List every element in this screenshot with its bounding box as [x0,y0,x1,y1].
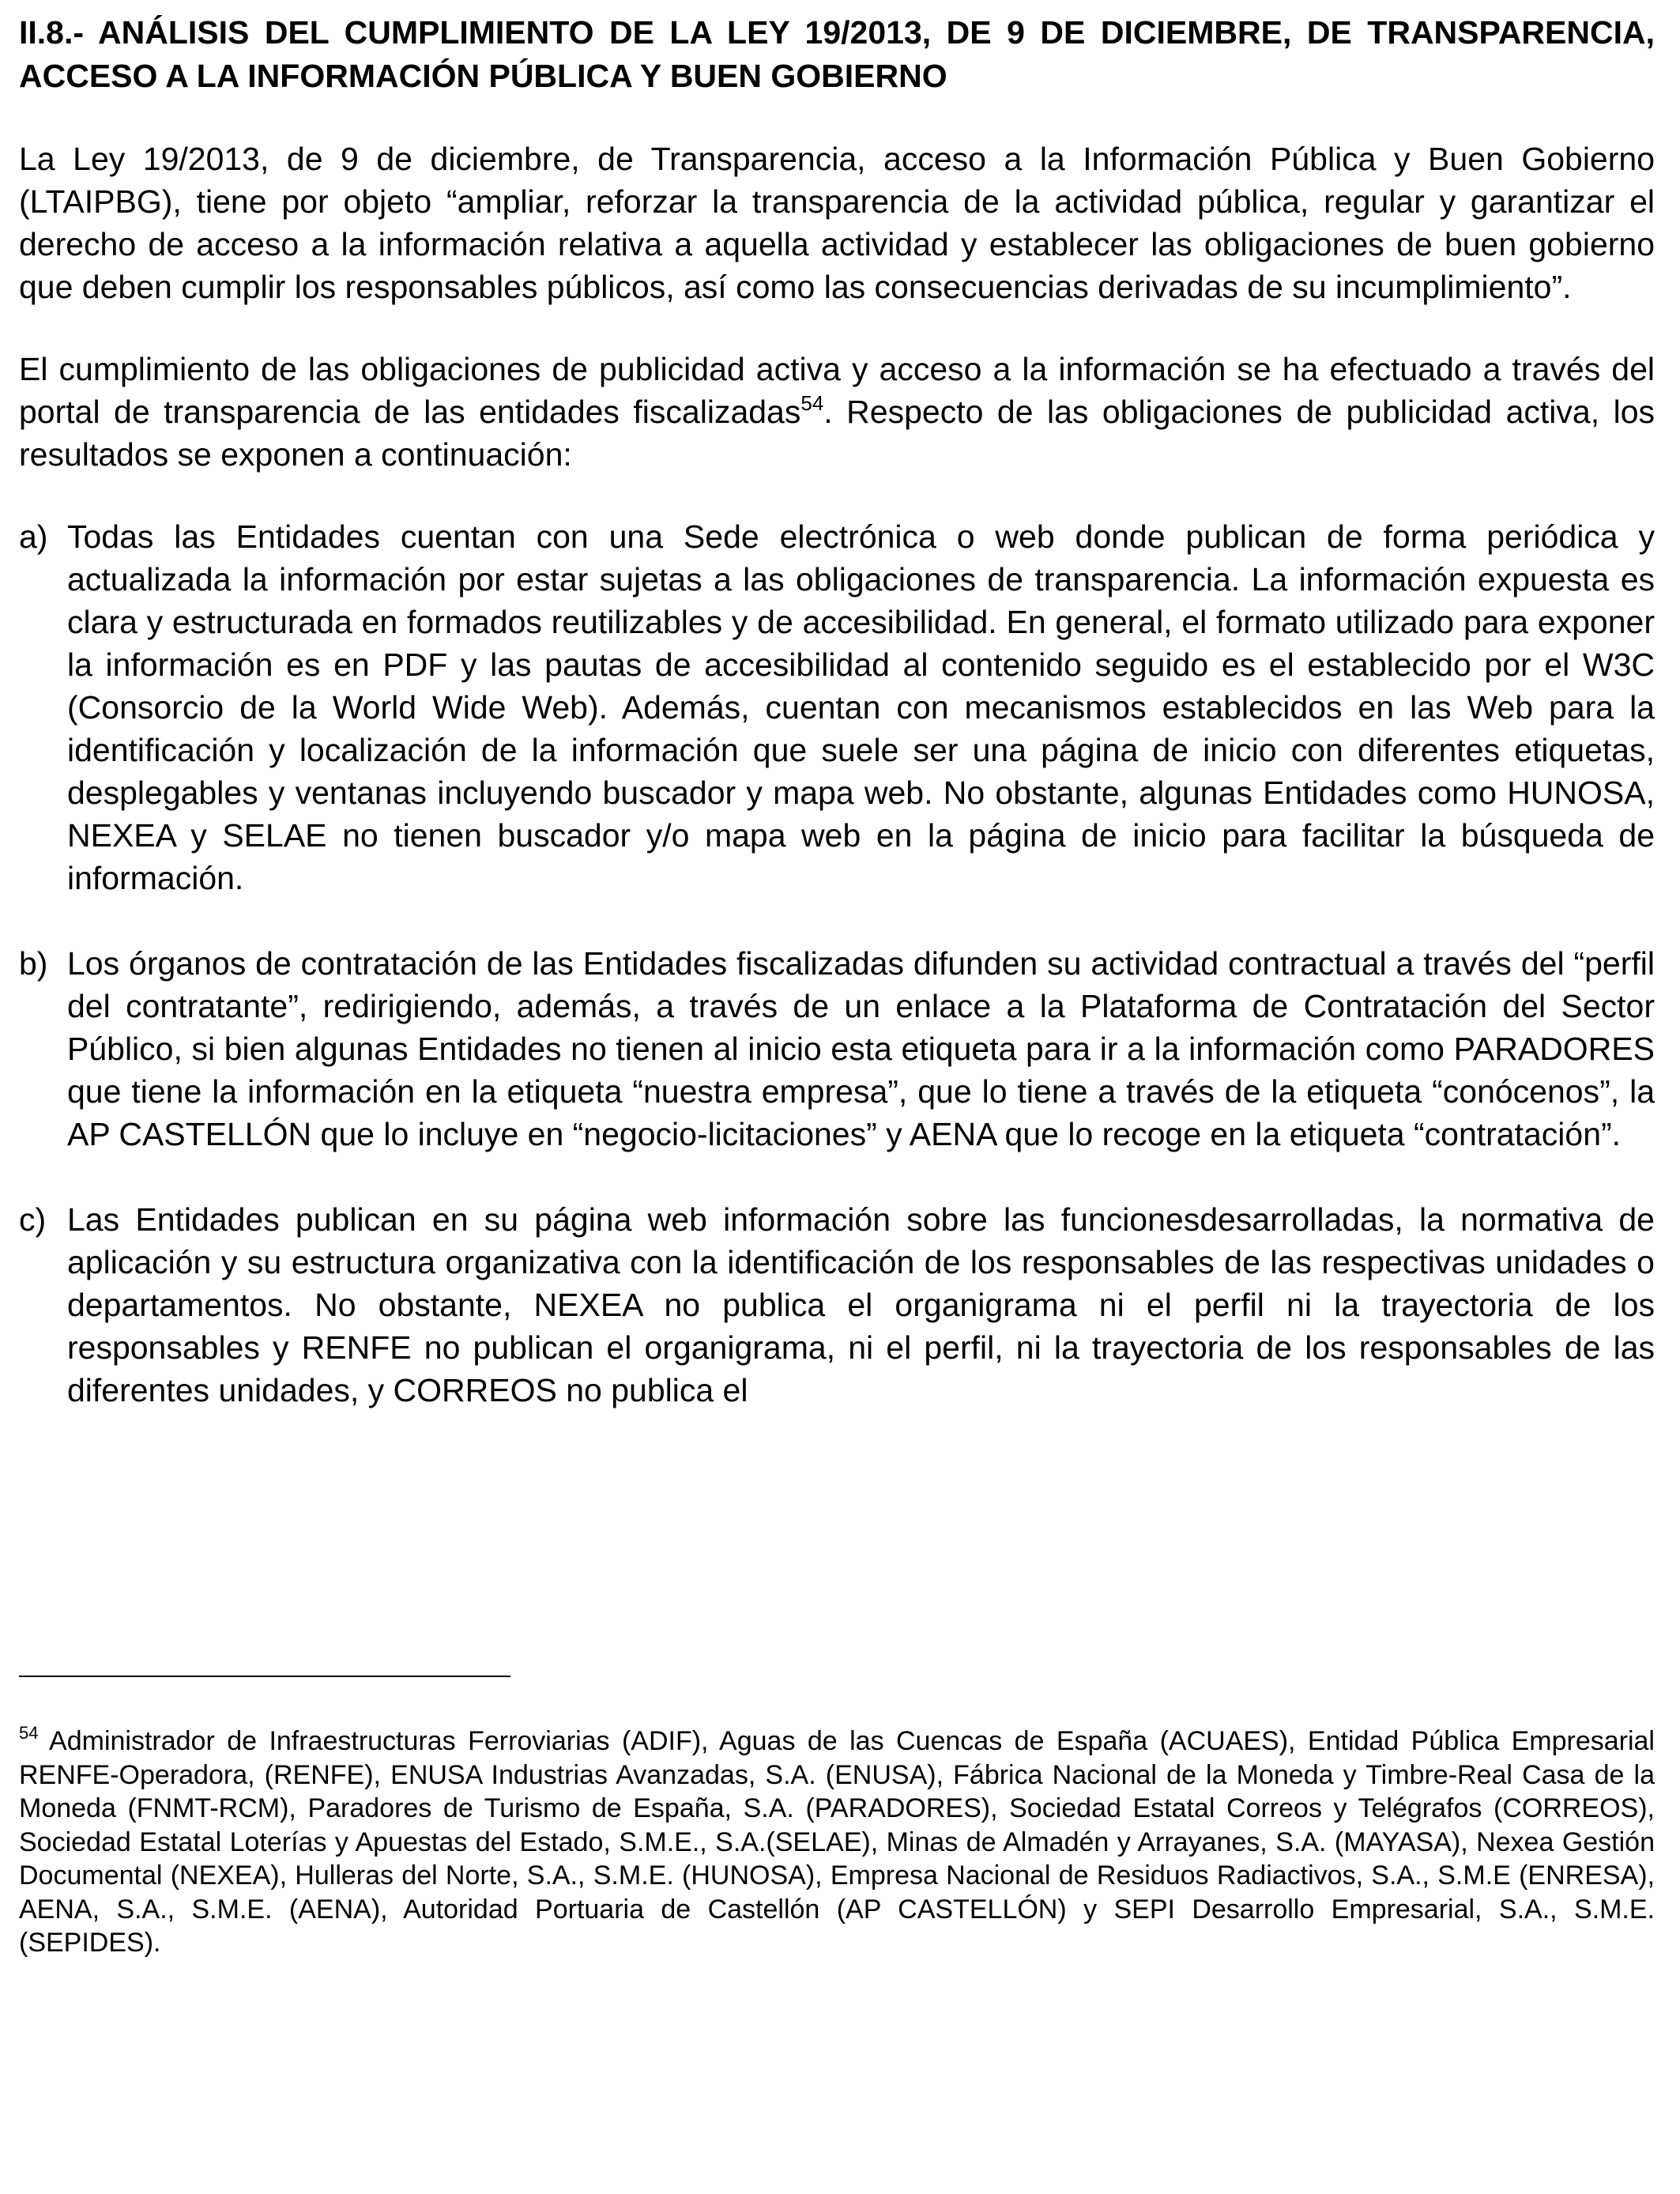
finding-item-a [19,515,1655,899]
footnote-separator [19,1676,510,1677]
active-publicity-text: El cumplimiento de las obligaciones de publicidad activa y acceso a la información se ha efectuado a través del portal de transparencia de las entidades fiscalizadas [19,351,1655,430]
document-page [19,11,1655,1412]
list-marker: b) [19,945,48,982]
footnote-text: Administrador de Infraestructuras Ferroviarias (ADIF), Aguas de las Cuencas de España (ACUAES), Entidad Pública Empresarial RENFE-Operadora, (RENFE), ENUSA Industrias Avanzadas, S.A. (ENUSA), Fábrica Nacional de la Moneda y Timbre-Real Casa de la Moneda (FNMT-RCM), Paradores de Turismo de España, S.A. (PARADORES), Sociedad Estatal Correos y Telégrafos (CORREOS), Sociedad Estatal Loterías y Apuestas del Estado, S.M.E., S.A.(SELAE), Minas de Almadén y Arrayanes, S.A. (MAYASA), Nexea Gestión Documental (NEXEA), Hulleras del Norte, S.A., S.M.E. (HUNOSA), Empresa Nacional de Residuos Radiactivos, S.A., S.M.E (ENRESA), AENA, S.A., S.M.E. (AENA), Autoridad Portuaria de Castellón (AP CASTELLÓN) y SEPI Desarrollo Empresarial, S.A., S.M.E. (SEPIDES). [19,1726,1655,1958]
active-publicity-paragraph [19,348,1655,476]
finding-text: Todas las Entidades cuentan con una Sede electrónica o web donde publican de forma periódica y actualizada la información por estar sujetas a las obligaciones de transparencia. La información expuesta es clara y estructurada en formados reutilizables y de accesibilidad. En general, el formato utilizado para exponer la información es en PDF y las pautas de accesibilidad al contenido seguido es el establecido por el W3C (Consorcio de la World Wide Web). Además, cuentan con mecanismos establecidos en las Web para la identificación y localización de la información que suele ser una página de inicio con diferentes etiquetas, desplegables y ventanas incluyendo buscador y mapa web. No obstante, algunas Entidades como HUNOSA, NEXEA y SELAE no tienen buscador y/o mapa web en la página de inicio para facilitar la búsqueda de información. [67,518,1655,896]
finding-item-c [19,1198,1655,1412]
finding-text: Los órganos de contratación de las Entidades fiscalizadas difunden su actividad contractual a través del “perfil del contratante”, redirigiendo, además, a través de un enlace a la Plataforma de Contratación del Sector Público, si bien algunas Entidades no tienen al inicio esta etiqueta para ir a la información como PARADORES que tiene la información en la etiqueta “nuestra empresa”, que lo tiene a través de la etiqueta “conócenos”, la AP CASTELLÓN que lo incluye en “negocio-licitaciones” y AENA que lo recoge en la etiqueta “contratación”. [67,945,1655,1152]
footnote-reference[interactable]: 54 [800,391,824,415]
finding-text: Las Entidades publican en su página web información sobre las funcionesdesarrolladas, la normativa de aplicación y su estructura organizativa con la identificación de los responsables de las respectivas unidades o departamentos. No obstante, NEXEA no publica el organigrama ni el perfil ni la trayectoria de los responsables y RENFE no publican el organigrama, ni el perfil, ni la trayectoria de los responsables de las diferentes unidades, y CORREOS no publica el [67,1201,1655,1408]
list-marker: c) [19,1201,47,1238]
footnote-number: 54 [19,1723,39,1743]
list-marker: a) [19,518,48,555]
intro-paragraph: La Ley 19/2013, de 9 de diciembre, de Transparencia, acceso a la Información Pública y Buen Gobierno (LTAIPBG), tiene por objeto “ampliar, reforzar la transparencia de la actividad pública, regular y garantizar el derecho de acceso a la información relativa a aquella actividad y establecer las obligaciones de buen gobierno que deben cumplir los responsables públicos, así como las consecuencias derivadas de su incumplimiento”. [19,141,1655,305]
active-publicity-text-continued: . Respecto de las obligaciones de publicidad activa, los resultados se exponen a continuación: [19,394,1655,473]
footnote [19,1725,1655,1960]
findings-list [19,515,1655,1412]
finding-item-b [19,942,1655,1155]
section-heading: II.8.- ANÁLISIS DEL CUMPLIMIENTO DE LA LEY 19/2013, DE 9 DE DICIEMBRE, DE TRANSPARENCIA, ACCESO A LA INFORMACIÓN PÚBLICA Y BUEN GOBIERNO [19,14,1655,94]
